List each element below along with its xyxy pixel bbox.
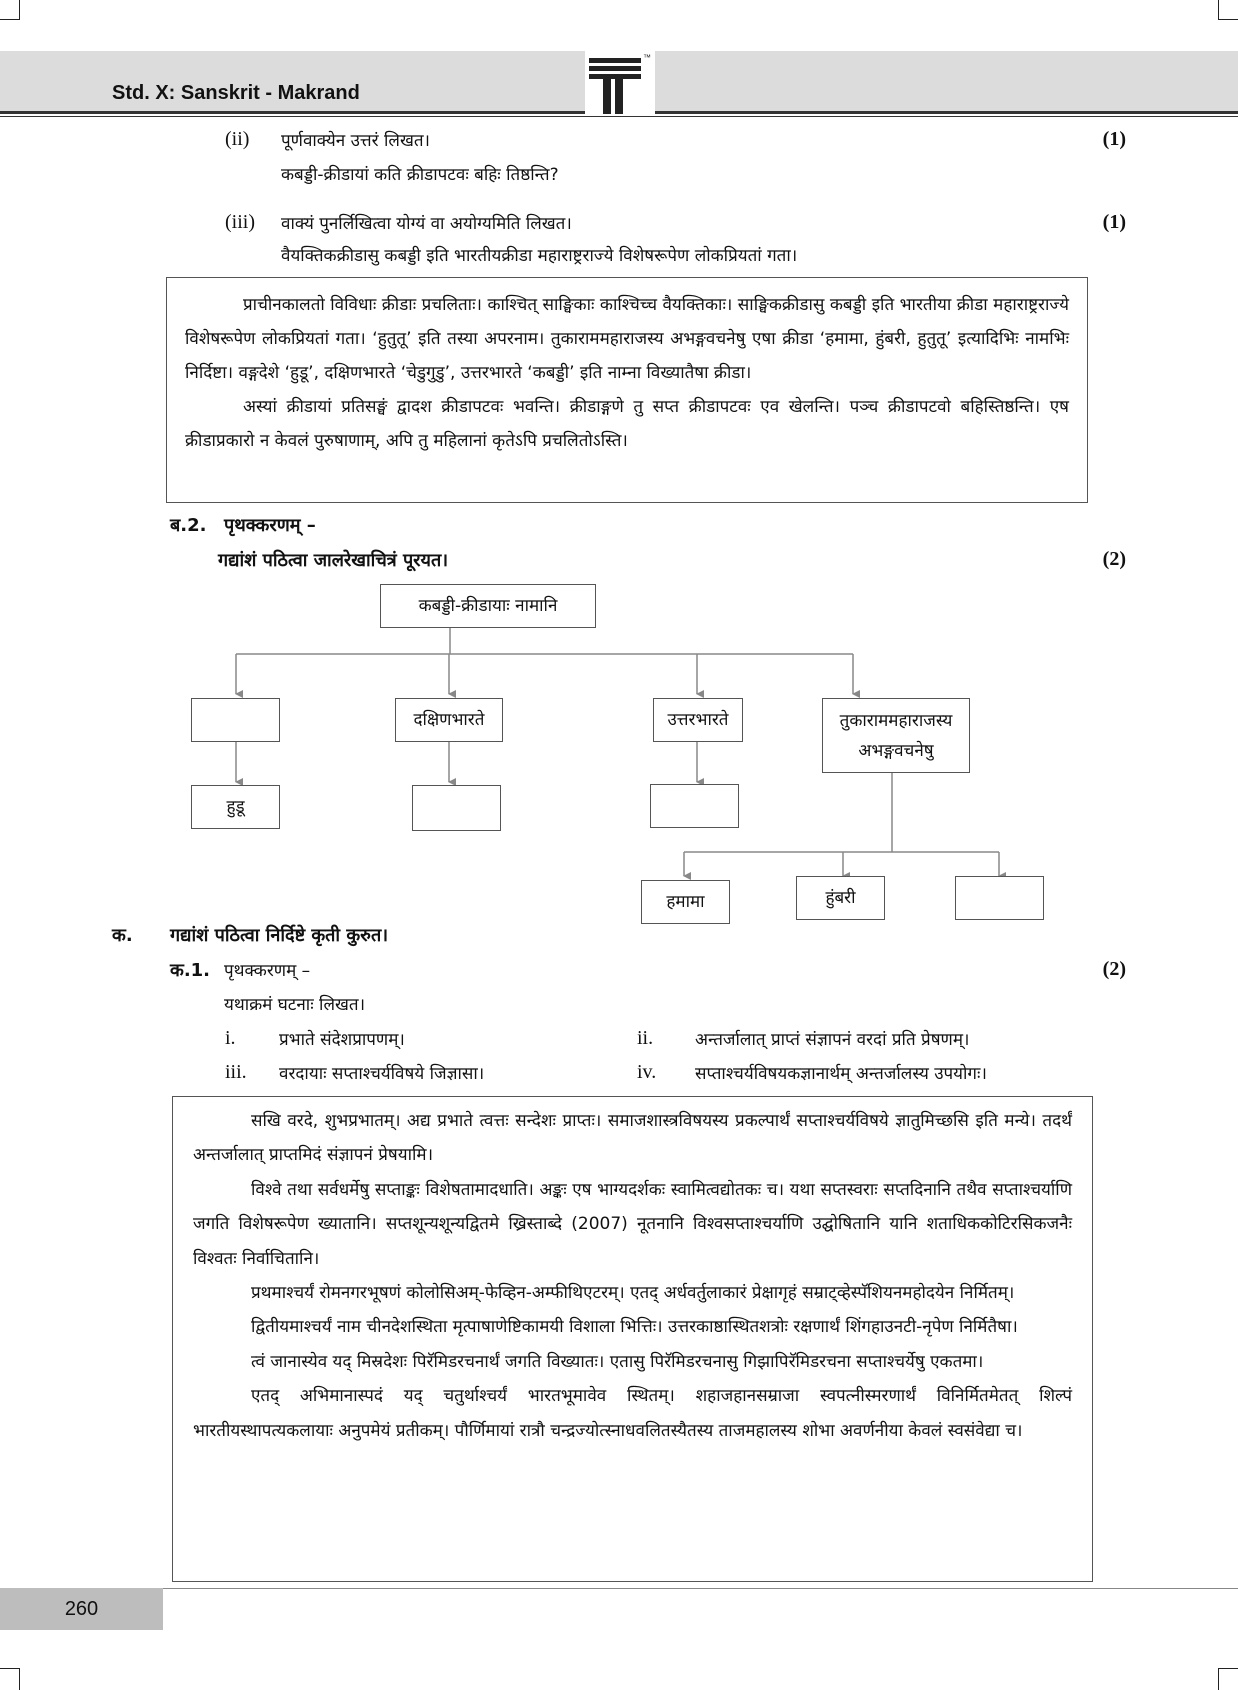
trademark-label: ™ xyxy=(643,53,651,62)
passage-wonders-para-5: त्वं जानास्येव यद् मिस्रदेशः पिरॅमिडरचनार्थं जगति विख्यातः। एतासु पिरॅमिडरचनासु गिझापिरॅमिडरचना सप्ताश्चर्येषु एकतमा। xyxy=(251,1351,984,1372)
section-k-title: गद्यांशं पठित्वा निर्दिष्टे कृती कुरुत। xyxy=(170,925,389,946)
passage-kabaddi-para-2: अस्यां क्रीडायां प्रतिसङ्घं द्वादश क्रीडापटवः भवन्ति। क्रीडाङ्गणे तु सप्त क्रीडापटवः एव खेलन्ति। पञ्च क्रीडापटवो बहिस्तिष्ठन्ति। एष क्रीडाप्रकारो न केवलं पुरुषाणाम्, अपि तु महिलानां कृतेऽपि प्रचलितोऽस्ति। xyxy=(185,397,1069,451)
section-b2-instruction: गद्यांशं पठित्वा जालरेखाचित्रं पूरयत। xyxy=(218,550,449,571)
passage-wonders-para-3: प्रथमाश्चर्यं रोमनगरभूषणं कोलोसिअम्-फेव्हिन-अम्फीथिएटरम्। एतद् अर्धवर्तुलाकारं प्रेक्षागृहं सम्राट्व्हेस्पॅशियनमहोदयेन निर्मितम्। xyxy=(251,1283,1015,1304)
q-iii-question: वैयक्तिकक्रीडासु कबड्डी इति भारतीयक्रीडा महाराष्ट्रराज्ये विशेषरूपेण लोकप्रियतां गता। xyxy=(281,246,798,266)
section-k1-marks: (2) xyxy=(1102,958,1126,980)
section-b2-title: पृथक्करणम् – xyxy=(224,515,316,536)
event-3-text: वरदायाः सप्ताश्चर्यविषये जिज्ञासा। xyxy=(279,1064,485,1084)
diagram-box-humbari: हुंबरी xyxy=(796,876,885,920)
section-k1-label: क.1. xyxy=(170,960,211,981)
section-k1-title: पृथक्करणम् – xyxy=(224,961,311,981)
diagram-blank-box-tukaram-answer xyxy=(955,876,1044,920)
event-2-number: ii. xyxy=(637,1027,654,1049)
diagram-box-hamama: हमामा xyxy=(641,880,730,924)
diagram-box-tukaram-line-2: अभङ्गवचनेषु xyxy=(858,740,934,761)
passage-wonders-para-4: द्वितीयमाश्चर्यं नाम चीनदेशस्थिता मृत्पाषाणेष्टिकामयी विशाला भित्तिः। उत्तरकाष्ठास्थितशत्रोः रक्षणार्थं शिंगहाउनटी-नृपेण निर्मितैषा। xyxy=(251,1317,1018,1338)
diagram-box-tukaram xyxy=(822,698,970,773)
q-iii-instruction: वाक्यं पुनर्लिखित्वा योग्यं वा अयोग्यमिति लिखत। xyxy=(281,214,572,234)
section-b2-label: ब.2. xyxy=(170,515,207,536)
diagram-box-dakshin: दक्षिणभारते xyxy=(395,698,503,742)
q-iii-marks: (1) xyxy=(1102,211,1126,233)
diagram-blank-box-uttar-answer xyxy=(650,784,739,828)
passage-wonders-para-1: सखि वरदे, शुभप्रभातम्। अद्य प्रभाते त्वत्तः सन्देशः प्राप्तः। समाजशास्त्रविषयस्य प्रकल्पार्थं सप्ताश्चर्यविषये ज्ञातुमिच्छसि इति मन्ये। तदर्थं अन्तर्जालात् प्राप्तमिदं संज्ञापनं प्रेषयामि। xyxy=(193,1111,1072,1166)
crop-mark-bottom-right xyxy=(1218,1668,1238,1690)
page-number: 260 xyxy=(0,1588,163,1630)
diagram-root-box: कबड्डी-क्रीडायाः नामानि xyxy=(380,584,596,628)
event-3-number: iii. xyxy=(225,1061,247,1083)
footer-rule xyxy=(163,1588,1238,1589)
q-ii-question: कबड्डी-क्रीडायां कति क्रीडापटवः बहिः तिष्ठन्ति? xyxy=(281,165,559,185)
section-k-label: क. xyxy=(112,925,133,946)
passage-seven-wonders xyxy=(172,1096,1093,1582)
event-1-number: i. xyxy=(225,1027,236,1049)
event-2-text: अन्तर्जालात् प्राप्तं संज्ञापनं वरदां प्रति प्रेषणम्। xyxy=(695,1030,970,1050)
event-1-text: प्रभाते संदेशप्रापणम्। xyxy=(279,1030,405,1050)
passage-wonders-para-6: एतद् अभिमानास्पदं यद् चतुर्थाश्चर्यं भारतभूमावेव स्थितम्। शहाजहानसम्राजा स्वपत्नीस्मरणार्थं विनिर्मितमेतत् शिल्पं भारतीयस्थापत्यकलायाः अनुपमेयं प्रतीकम्। पौर्णिमायां रात्रौ चन्द्रज्योत्स्नाधवलितस्यैतस्य ताजमहालस्य शोभा अवर्णनीया केवलं स्वसंवेद्या च। xyxy=(193,1386,1072,1441)
crop-mark-bottom-left xyxy=(0,1668,20,1690)
section-b2-marks: (2) xyxy=(1102,548,1126,570)
diagram-box-hudu: हुडू xyxy=(191,785,280,829)
diagram-blank-box-bengal xyxy=(191,698,280,742)
event-4-text: सप्ताश्चर्यविषयकज्ञानार्थम् अन्तर्जालस्य उपयोगः। xyxy=(695,1064,987,1084)
event-4-number: iv. xyxy=(637,1061,657,1083)
diagram-box-uttar: उत्तरभारते xyxy=(653,698,743,742)
passage-kabaddi-para-1: प्राचीनकालतो विविधाः क्रीडाः प्रचलिताः। काश्चित् साङ्घिकाः काश्चिच्च वैयक्तिकाः। साङ्घिकक्रीडासु कबड्डी इति भारतीया क्रीडा महाराष्ट्रराज्ये विशेषरूपेण लोकप्रियतां गता। ‘हुतुतू’ इति तस्या अपरनाम। तुकाराममहाराजस्य अभङ्गवचनेषु एषा क्रीडा ‘हमामा, हुंबरी, हुतुतू’ इत्यादिभिः नामभिः निर्दिष्टा। वङ्गदेशे ‘हुडू’, दक्षिणभारते ‘चेडुगुडु’, उत्तरभारते ‘कबड्डी’ इति नाम्ना विख्यातैषा क्रीडा। xyxy=(185,295,1069,383)
q-ii-number: (ii) xyxy=(225,128,250,150)
header-title: Std. X: Sanskrit - Makrand xyxy=(112,82,360,104)
diagram-blank-box-dakshin-answer xyxy=(412,785,501,831)
q-ii-instruction: पूर्णवाक्येन उत्तरं लिखत। xyxy=(281,131,430,151)
q-iii-number: (iii) xyxy=(225,211,255,233)
q-ii-marks: (1) xyxy=(1102,128,1126,150)
diagram-box-tukaram-line-1: तुकाराममहाराजस्य xyxy=(839,710,953,731)
section-k1-instruction: यथाक्रमं घटनाः लिखत। xyxy=(224,995,366,1015)
passage-wonders-para-2: विश्वे तथा सर्वधर्मेषु सप्ताङ्कः विशेषतामादधाति। अङ्कः एष भाग्यदर्शकः स्वामित्वद्योतकः च। यथा सप्तस्वराः सप्तदिनानि तथैव सप्ताश्चर्याणि जगति विशेषरूपेण ख्यातानि। सप्तशून्यशून्यद्वितमे ख्रिस्ताब्दे (2007) नूतनानि विश्वसप्ताश्चर्याणि उद्घोषितानि यानि शताधिककोटिरसिकजनैः विश्वतः निर्वाचितानि। xyxy=(193,1179,1072,1269)
